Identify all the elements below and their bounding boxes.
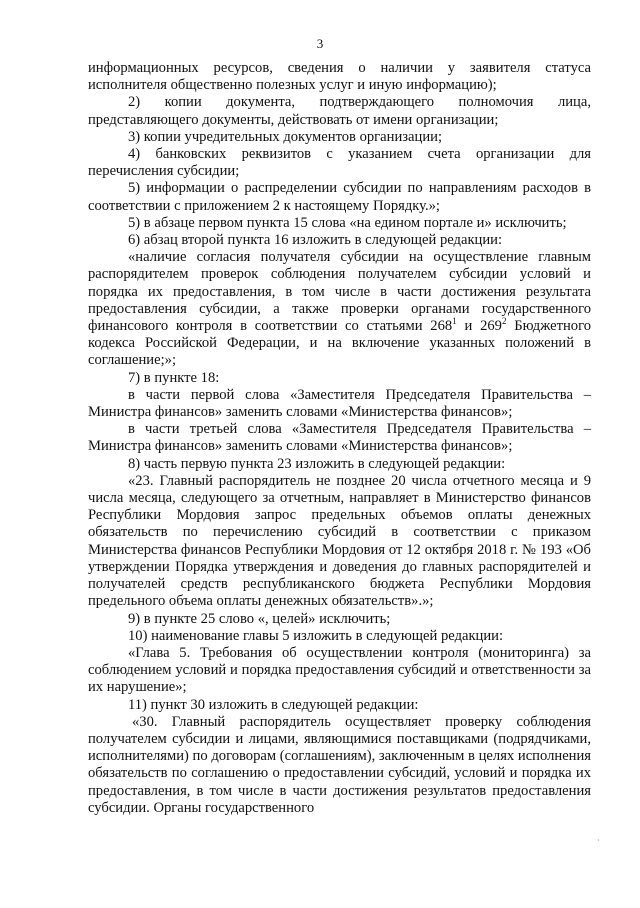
amendment-item: 7) в пункте 18: <box>128 369 220 386</box>
list-item: 2) копии документа, подтверждающего полномочия лица, представляющего документы, действовать от имени организации; <box>88 94 591 128</box>
quoted-paragraph: «30. Главный распорядитель осуществляет проверку соблюдения получателем субсидии и лицами, являющимися поставщиками (подрядчиками, исполнителями) по договорам (соглашениям), заключенным в целях исполнения обязательств по соглашению о предоставлении субсидий, условий и порядка их предоставления, в том числе в части достижения результатов предоставления субсидии. Органы государственного <box>88 713 591 816</box>
scan-mark: · <box>597 836 600 845</box>
sub-item: в части третьей слова «Заместителя Председателя Правительства – Министра финансов» заменить словами «Министерства финансов»; <box>88 421 591 455</box>
amendment-item: 8) часть первую пункта 23 изложить в следующей редакции: <box>128 455 506 472</box>
quoted-text: и 269 <box>456 318 502 335</box>
amendment-item: 10) наименование главы 5 изложить в следующей редакции: <box>128 627 504 644</box>
quoted-text: «наличие согласия получателя субсидии на осуществление главным распорядителем проверок соблюдения получателем субсидии условий и порядка их предоставления, в том числе в части достижения результата предоставления субсидии, а также проверки органами государственного финансового контроля в соответствии со статьями 268 <box>88 249 591 335</box>
paragraph-continuation: информационных ресурсов, сведения о наличии у заявителя статуса исполнителя общественно полезных услуг и иную информацию); <box>88 60 591 94</box>
amendment-item: 5) в абзаце первом пункта 15 слова «на едином портале и» исключить; <box>128 214 567 231</box>
list-item: 4) банковских реквизитов с указанием счета организации для перечисления субсидии; <box>88 146 591 180</box>
quoted-text: Бюджетного кодекса Российской Федерации, и на включение указанных положений в соглашение;»; <box>88 318 592 369</box>
quoted-paragraph: «Глава 5. Требования об осуществлении контроля (мониторинга) за соблюдением условий и порядка предоставления субсидий и ответственности за их нарушение»; <box>88 644 591 696</box>
amendment-item: 11) пункт 30 изложить в следующей редакции: <box>128 696 419 713</box>
page-number: 3 <box>316 36 324 51</box>
sub-item: в части первой слова «Заместителя Председателя Правительства – Министра финансов» заменить словами «Министерства финансов»; <box>88 386 591 421</box>
document-body <box>88 60 591 817</box>
superscript: 2 <box>501 316 507 327</box>
quoted-paragraph <box>88 249 591 369</box>
superscript: 1 <box>452 316 457 327</box>
list-item: 5) информации о распределении субсидии по направлениям расходов в соответствии с приложением 2 к настоящему Порядку.»; <box>88 180 591 214</box>
amendment-item: 6) абзац второй пункта 16 изложить в следующей редакции: <box>128 232 503 249</box>
list-item: 3) копии учредительных документов организации; <box>128 128 442 145</box>
quoted-paragraph: «23. Главный распорядитель не позднее 20 числа отчетного месяца и 9 числа месяца, следующего за отчетным, направляет в Министерство финансов Республики Мордовия запрос предельных объемов оплаты денежных обязательств по перечислению субсидий в соответствии с приказом Министерства финансов Республики Мордовия от 12 октября 2018 г. № 193 «Об утверждении Порядка утверждения и доведения до главных распорядителей и получателей средств республиканского бюджета Республики Мордовия предельного объема оплаты денежных обязательств».»; <box>88 472 591 610</box>
amendment-item: 9) в пункте 25 слово «, целей» исключить; <box>128 610 391 627</box>
